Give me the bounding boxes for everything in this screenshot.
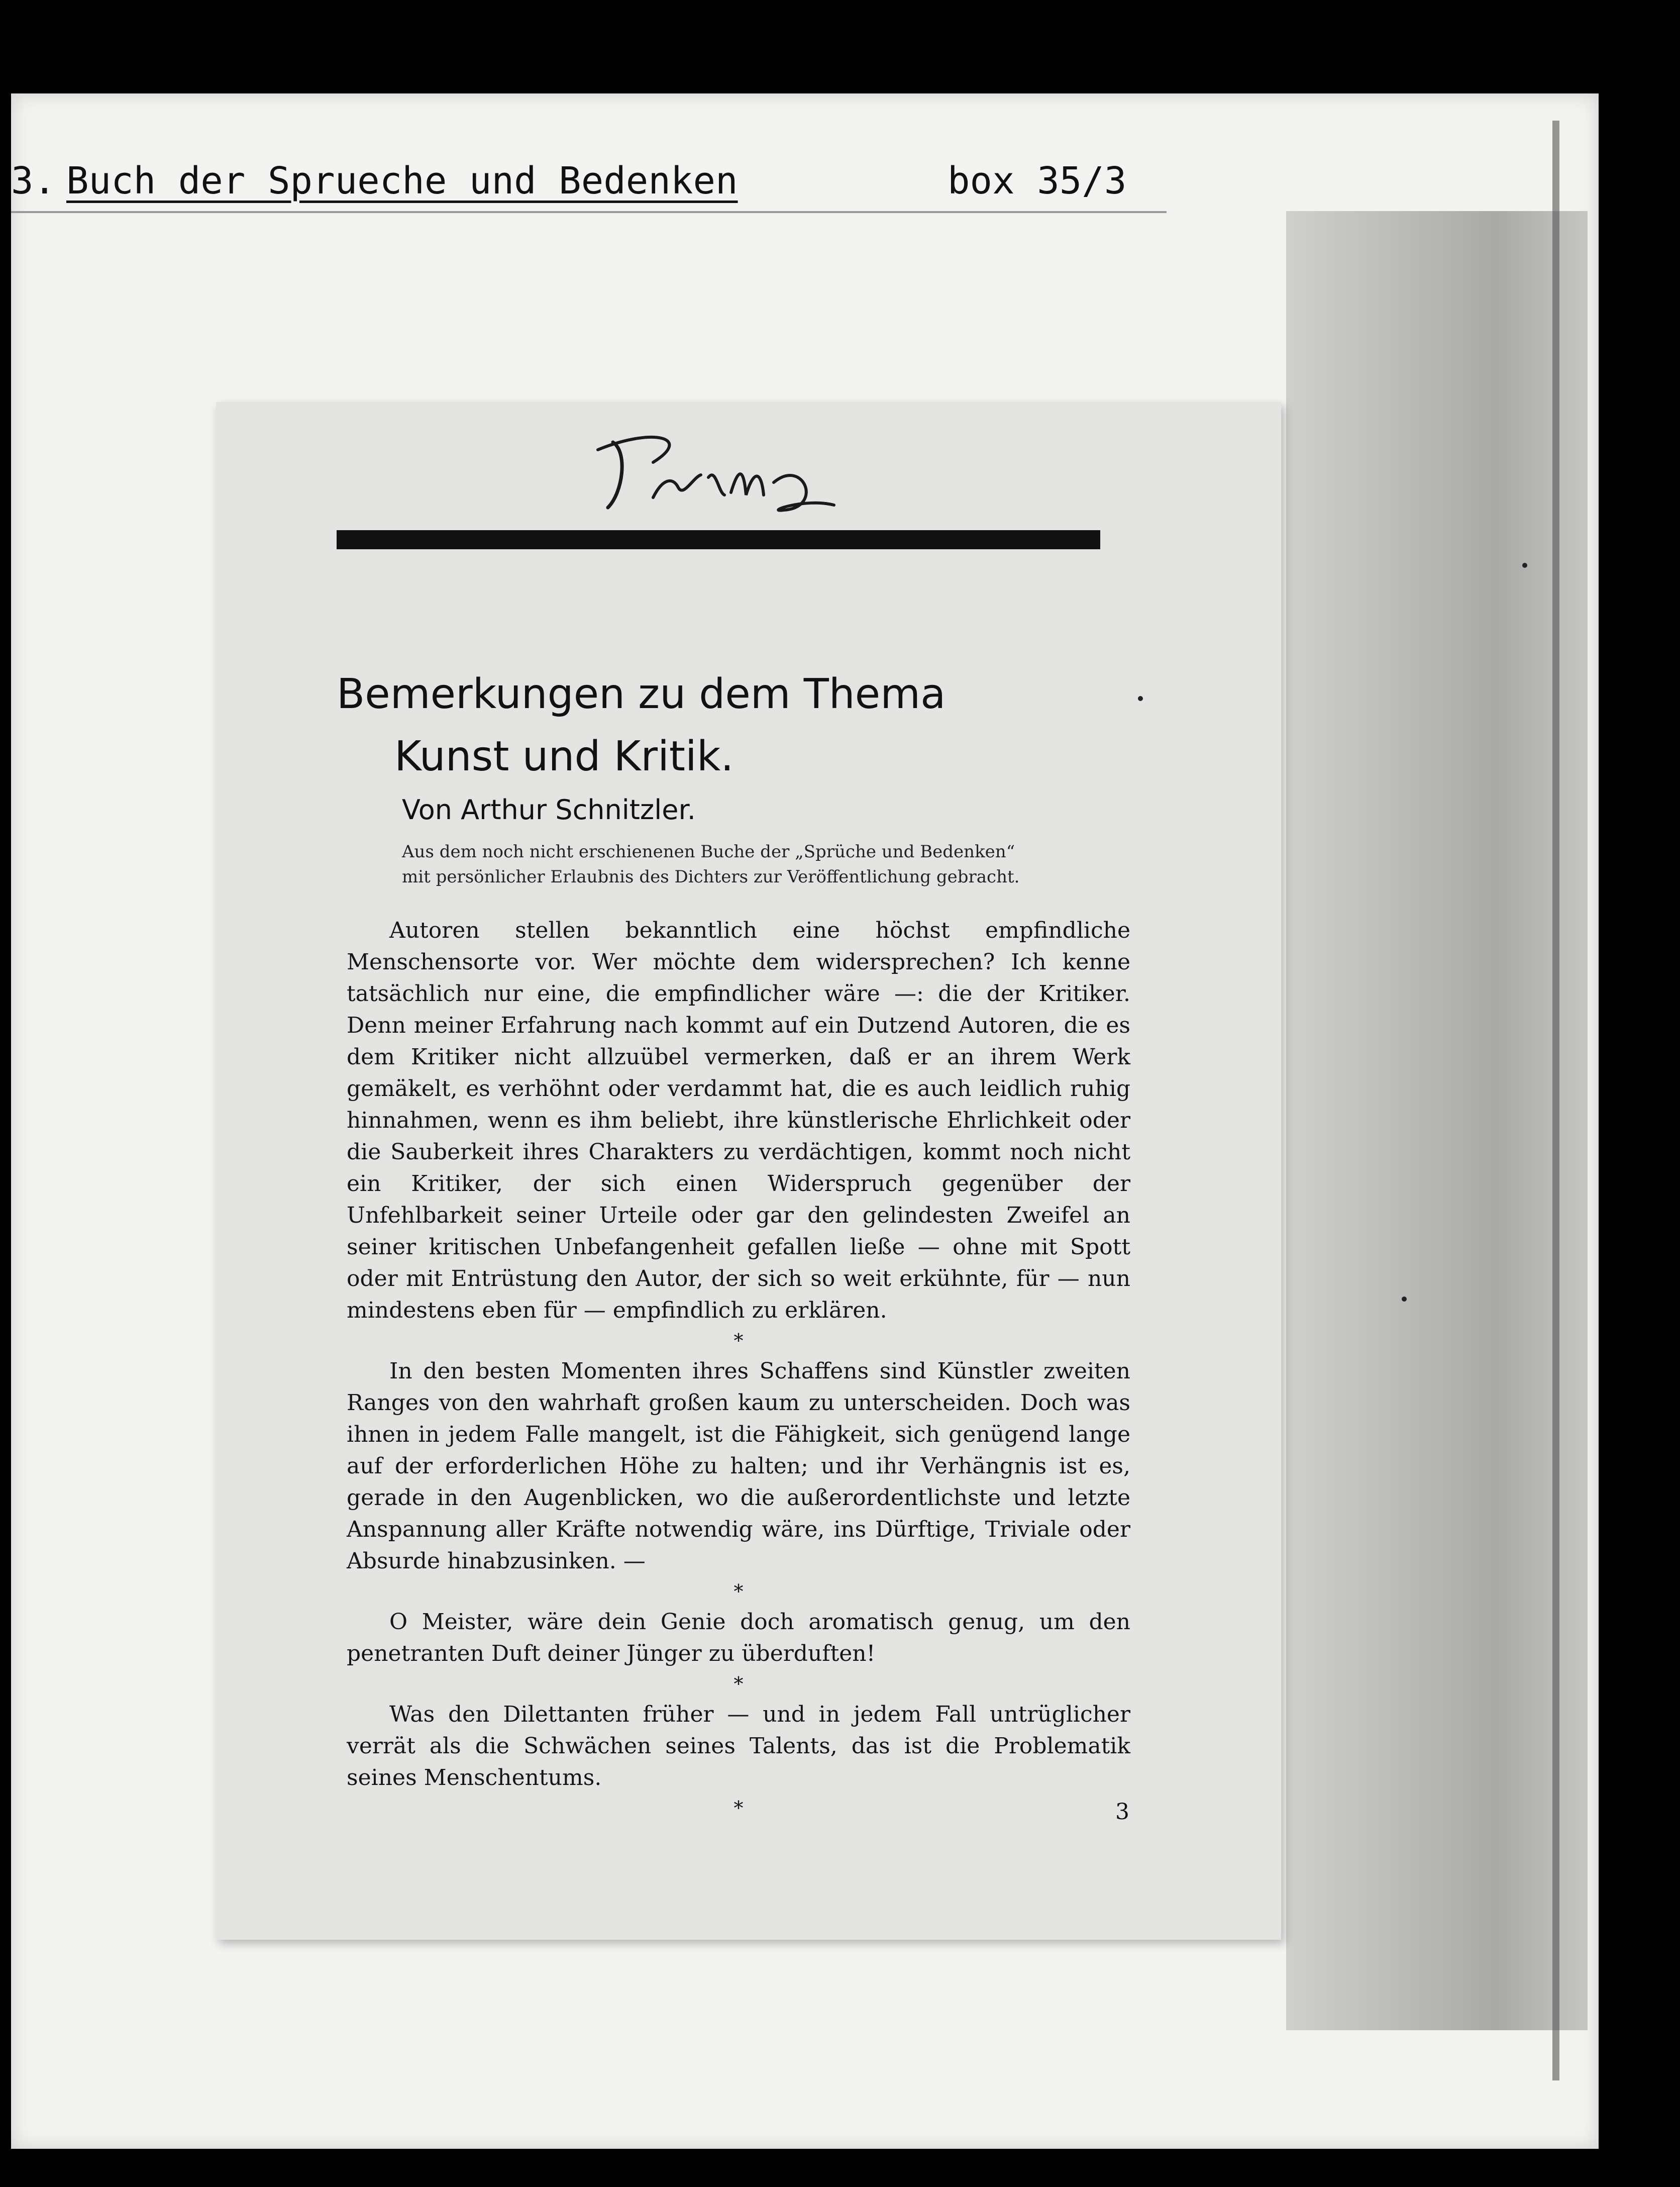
note-line-2: mit persönlicher Erlaubnis des Dichters zur Veröffentlichung gebracht. [402, 867, 1020, 887]
header-rule [337, 530, 1100, 549]
archive-label [11, 151, 1127, 211]
sheet-shadow [1286, 211, 1588, 2030]
section-separator: * [733, 1330, 744, 1352]
paragraph-1: Autoren stellen bekanntlich eine höchst empfindliche Menschensorte vor. Wer möchte dem widersprechen? Ich kenne tatsächlich nur eine, die empfindlicher wäre —: die der Kritiker. Denn meiner Erfahrung nach kommt auf ein Dutzend Autoren, die es dem Kritiker nicht allzuübel vermerken, daß er an ihrem Werk gemäkelt, es verhöhnt oder verdammt hat, die es auch leidlich ruhig hinnahmen, wenn es ihm beliebt, ihre künstlerische Ehrlichkeit oder die Sauberkeit ihres Charakters zu verdächtigen, kommt noch nicht ein Kritiker, der sich einen Widerspruch gegenüber der Unfehlbarkeit seiner Urteile oder gar den gelindesten Zweifel an seiner kritischen Unbefangenheit gefallen ließe — ohne mit Spott oder mit Entrüstung den Autor, der sich so weit erkühnte, für — nun mindestens eben für — empfindlich zu erklären. [347, 918, 1130, 1323]
paragraph-2: In den besten Momenten ihres Schaffens sind Künstler zweiten Ranges von den wahrhaft großen kaum zu unterscheiden. Doch was ihnen in jedem Falle mangelt, ist die Fähigkeit, sich genügend lange auf der erforderlichen Höhe zu halten; und ihr Verhängnis ist es, gerade in den Augenblicken, wo die außerordentlichste und letzte Anspannung aller Kräfte notwendig wäre, ins Dürftige, Triviale oder Absurde hinabzusinken. — [347, 1358, 1130, 1574]
article-title [337, 663, 1191, 788]
section-separator: * [733, 1673, 744, 1695]
label-title: Buch der Sprueche und Bedenken [66, 159, 738, 203]
newspaper-clipping [216, 402, 1281, 1940]
paragraph-4: Was den Dilettanten früher — und in jedem Fall untrüglicher verrät als die Schwächen seines Talents, das ist die Problematik seines Menschentums. [347, 1702, 1130, 1791]
handwritten-note [593, 422, 854, 523]
section-separator: * [733, 1580, 744, 1603]
paragraph-3: O Meister, wäre dein Genie doch aromatisch genug, um den penetranten Duft deiner Jünger zu überduften! [347, 1609, 1130, 1666]
title-line-1: Bemerkungen zu dem Thema [337, 670, 946, 718]
title-line-2: Kunst und Kritik. [394, 733, 734, 780]
article-body [347, 915, 1130, 1823]
dust-speck [1522, 563, 1527, 568]
sheet-edge [1552, 121, 1559, 2080]
page-number: 3 [1115, 1799, 1129, 1825]
dust-speck [1402, 1297, 1407, 1302]
note-line-1: Aus dem noch nicht erschienenen Buche der „Sprüche und Bedenken“ [402, 842, 1015, 862]
label-divider [11, 211, 1167, 213]
label-number: 3. [11, 159, 56, 203]
section-separator: * [733, 1797, 744, 1819]
dust-speck [1138, 696, 1143, 701]
editorial-note [402, 839, 1130, 889]
article-author: Von Arthur Schnitzler. [402, 794, 696, 826]
label-box-number: box 35/3 [948, 159, 1127, 203]
